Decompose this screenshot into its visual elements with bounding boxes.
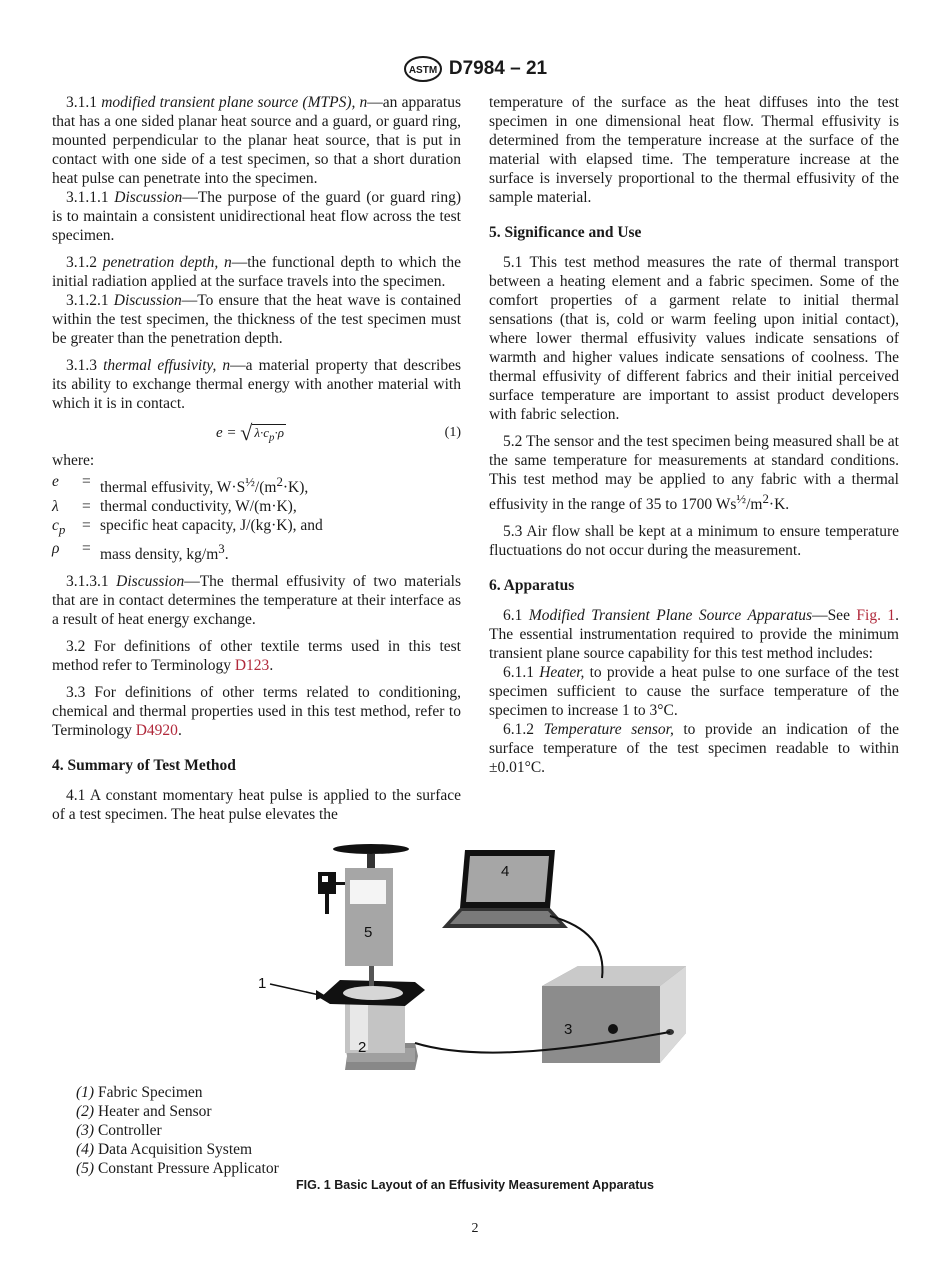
para-3-1-2-1: 3.1.2.1 Discussion—To ensure that the heat wave is contained within the test specimen, the thickness of the test specimen must be greater than the penetration depth. [52,292,461,347]
where-item: e = thermal effusivity, $W\cdot S^{\frac{1}{2}}/(m^2\cdot K)$, [52,473,309,497]
legend-item: (1) Fabric Specimen [76,1084,203,1101]
para-3-1-1: 3.1.1 modified transient plane source (MTPS), n—an apparatus that has a one sided planar heat source and a guard, or guard ring, mounted perpendicular to the planar heat source, that is put in contact with one side of a test specimen, so that a short duration heat pulse can penetrate into the specimen. [52,94,461,187]
page-header [0,56,950,82]
para-6-1: 6.1 Modified Transient Plane Source Apparatus—See Fig. 1. The essential instrumentation required to provide the minimum transient plane source capability for this test method includes: [489,607,900,663]
figure-label: 4 [501,863,510,880]
laptop-shape [442,850,568,928]
document-id: D7984 – 21 [448,58,548,79]
section-6-heading: 6. Apparatus [489,577,575,595]
legend-item: (4) Data Acquisition System [76,1141,253,1158]
para-3-3: 3.3 For definitions of other terms related to conditioning, chemical and thermal properties used in this test method, refer to Terminology D4920. [52,684,461,740]
figure-caption: FIG. 1 Basic Layout of an Effusivity Measurement Apparatus [296,1178,654,1192]
para-4-1: 4.1 A constant momentary heat pulse is applied to the surface of a test specimen. The heat pulse elevates the [52,787,461,824]
where-item: $c_p$ = specific heat capacity, J/(kg·K), and [52,517,323,538]
para-3-1-2: 3.1.2 penetration depth, n—the functional depth to which the initial radiation applied at the surface travels into the specimen. [52,254,461,290]
para-3-1-3-1: 3.1.3.1 Discussion—The thermal effusivity of two materials that are in contact determines the temperature at their interface as a result of heat energy exchange. [52,573,461,629]
equation-number: (1) [444,425,461,440]
section-4-heading: 4. Summary of Test Method [52,757,236,775]
where-label: where: [52,452,95,469]
astm-logo-icon [403,56,443,82]
para-6-1-1: 6.1.1 Heater, to provide a heat pulse to one surface of the test specimen sufficient to cause the surface temperature of the specimen to increase 1 to 3°C. [489,664,899,720]
page-number: 2 [471,1221,479,1236]
legend-item: (3) Controller [76,1122,162,1139]
figure-label: 5 [364,924,373,941]
figure-label: 1 [258,975,267,992]
left-column [52,93,461,824]
figure-legend [76,1083,279,1178]
para-5-3: 5.3 Air flow shall be kept at a minimum to ensure temperature fluctuations do not occur during the measurement. [489,523,899,560]
section-5-heading: 5. Significance and Use [489,224,642,241]
para-3-1-3: 3.1.3 thermal effusivity, n—a material property that describes its ability to exchange thermal energy with another material with which it is in contact. [52,357,461,412]
para-5-2: 5.2 The sensor and the test specimen being measured shall be at the same temperature for measurements at standard conditions. This test method may be applied to any fabric with a thermal effusivity in the range of 35 to 1700 $Ws^{\frac{1}{2}}/m^2\cdot K$. [489,433,899,514]
link-d4920[interactable]: D4920 [135,722,178,740]
equation-1: e = √ $\lambda\cdot c_p\cdot\rho$ (1) [216,420,461,445]
legend-item: (2) Heater and Sensor [76,1103,212,1120]
para-6-1-2: 6.1.2 Temperature sensor, to provide an indication of the surface temperature of the test specimen readable to within ±0.01°C. [489,721,899,777]
where-item: ρ = mass density, $kg/m^3$. [52,540,229,564]
where-item: λ = thermal conductivity, W/(m·K), [52,498,297,516]
apparatus-figure [250,838,700,1083]
para-4-1-continued: temperature of the surface as the heat diffuses into the test specimen in one dimensional heat flow. Thermal effusivity is determined from the temperature increase at the surface of the material with elapsed time. The temperature increase at the surface is inversely proportional to the thermal effusivity of the sample material. [489,94,899,206]
para-3-2: 3.2 For definitions of other textile terms used in this test method refer to Terminology D123. [52,638,461,675]
svg-text:ASTM: ASTM [408,65,438,76]
legend-item: (5) Constant Pressure Applicator [76,1160,279,1177]
link-d123[interactable]: D123 [234,657,270,675]
where-list [52,472,323,564]
right-column [489,93,899,777]
figure-label: 3 [564,1021,573,1038]
figure-label: 2 [358,1039,367,1056]
para-5-1: 5.1 This test method measures the rate of thermal transport between a heating element and a fabric specimen. Some of the comfort properties of a garment relate to initial thermal sensations (that is, cold or warm feeling upon initial contact), where lower thermal effusivity values indicate sensations of warmth and higher values indicate sensations of coolness. The thermal effusivity of different fabrics and their initial perceived surface temperature are important to assist product developers with fabric selection. [489,254,899,423]
para-3-1-1-1: 3.1.1.1 Discussion—The purpose of the guard (or guard ring) is to maintain a consistent unidirectional heat flow across the test specimen. [52,189,462,244]
link-fig-1[interactable]: Fig. 1 [856,607,896,625]
